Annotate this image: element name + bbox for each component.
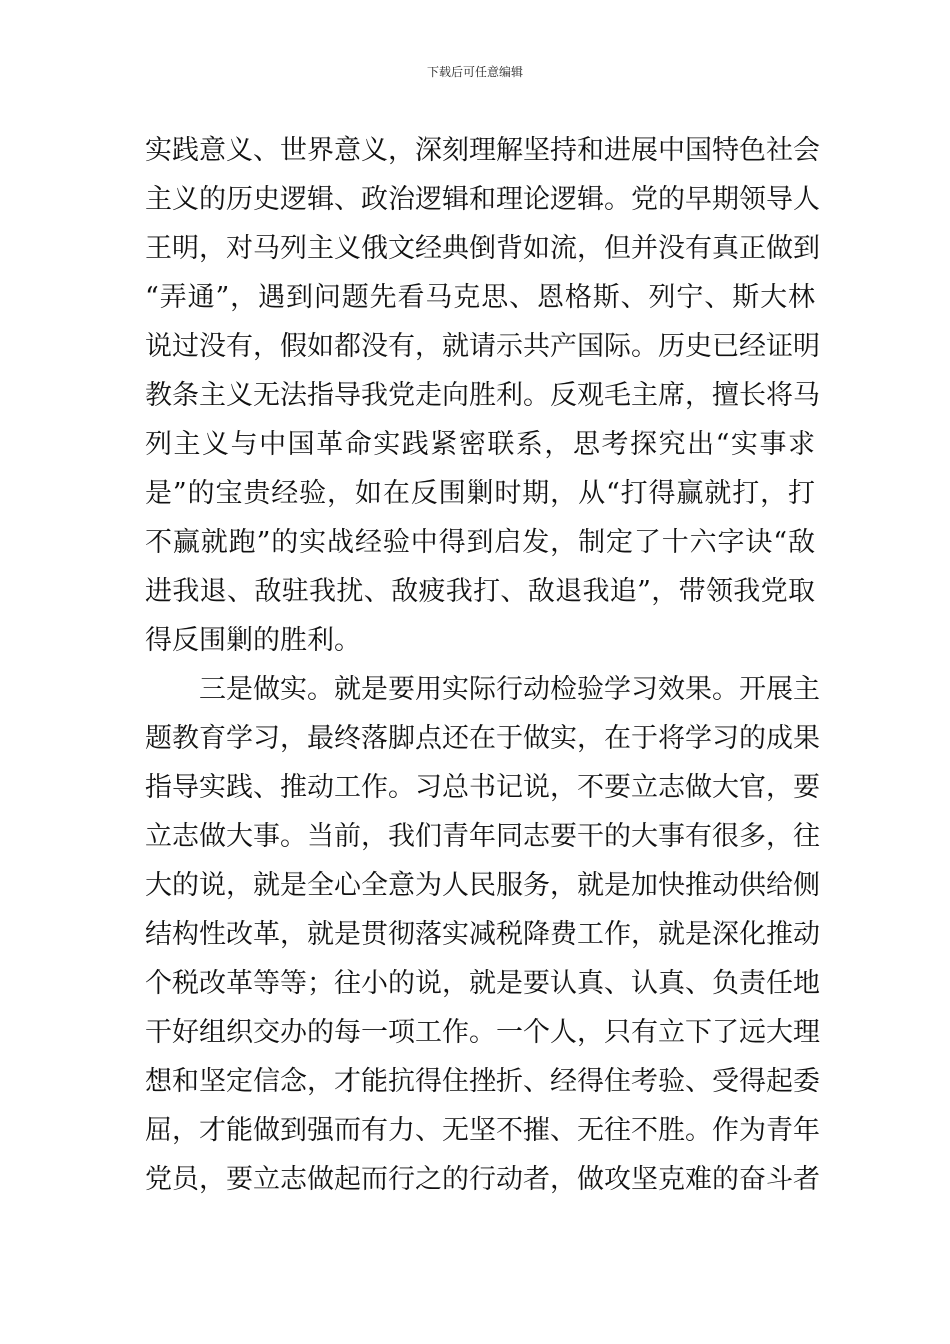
text-line: 大的说，就是全心全意为人民服务，就是加快推动供给侧 [145, 870, 820, 901]
text-line: 主义的历史逻辑、政治逻辑和理论逻辑。党的早期领导人 [145, 184, 820, 215]
text-line: 结构性改革，就是贯彻落实减税降费工作，就是深化推动 [145, 919, 820, 950]
document-body [145, 126, 820, 1204]
text-line: 屈，才能做到强而有力、无坚不摧、无往不胜。作为青年 [145, 1115, 820, 1146]
text-line: 得反围剿的胜利。 [145, 625, 361, 656]
page-header: 下载后可任意编辑 [426, 65, 523, 79]
text-line: 个税改革等等；往小的说，就是要认真、认真、负责任地 [145, 968, 820, 999]
text-line: 不赢就跑”的实战经验中得到启发，制定了十六字诀“敌 [145, 527, 815, 558]
text-line: “弄通”，遇到问题先看马克思、恩格斯、列宁、斯大林 [145, 282, 815, 313]
text-line: 立志做大事。当前，我们青年同志要干的大事有很多，往 [145, 821, 820, 852]
text-line: 列主义与中国革命实践紧密联系，思考探究出“实事求 [145, 429, 815, 460]
text-line: 干好组织交办的每一项工作。一个人，只有立下了远大理 [145, 1017, 820, 1048]
text-line: 想和坚定信念，才能抗得住挫折、经得住考验、受得起委 [145, 1066, 820, 1097]
text-line: 王明，对马列主义俄文经典倒背如流，但并没有真正做到 [145, 233, 820, 264]
text-line: 说过没有，假如都没有，就请示共产国际。历史已经证明 [145, 331, 820, 362]
text-line: 题教育学习，最终落脚点还在于做实，在于将学习的成果 [145, 723, 820, 754]
text-line: 进我退、敌驻我扰、敌疲我打、敌退我追”，带领我党取 [145, 576, 815, 607]
text-line: 党员，要立志做起而行之的行动者，做攻坚克难的奋斗者 [145, 1164, 820, 1195]
text-line: 指导实践、推动工作。习总书记说，不要立志做大官，要 [145, 772, 820, 803]
text-line: 三是做实。就是要用实际行动检验学习效果。开展主 [199, 674, 820, 705]
text-line: 是”的宝贵经验，如在反围剿时期，从“打得赢就打，打 [145, 478, 815, 509]
text-line: 教条主义无法指导我党走向胜利。反观毛主席，擅长将马 [145, 380, 820, 411]
paragraph-1 [145, 126, 820, 665]
paragraph-2 [145, 665, 820, 1204]
text-line: 实践意义、世界意义，深刻理解坚持和进展中国特色社会 [145, 135, 820, 166]
